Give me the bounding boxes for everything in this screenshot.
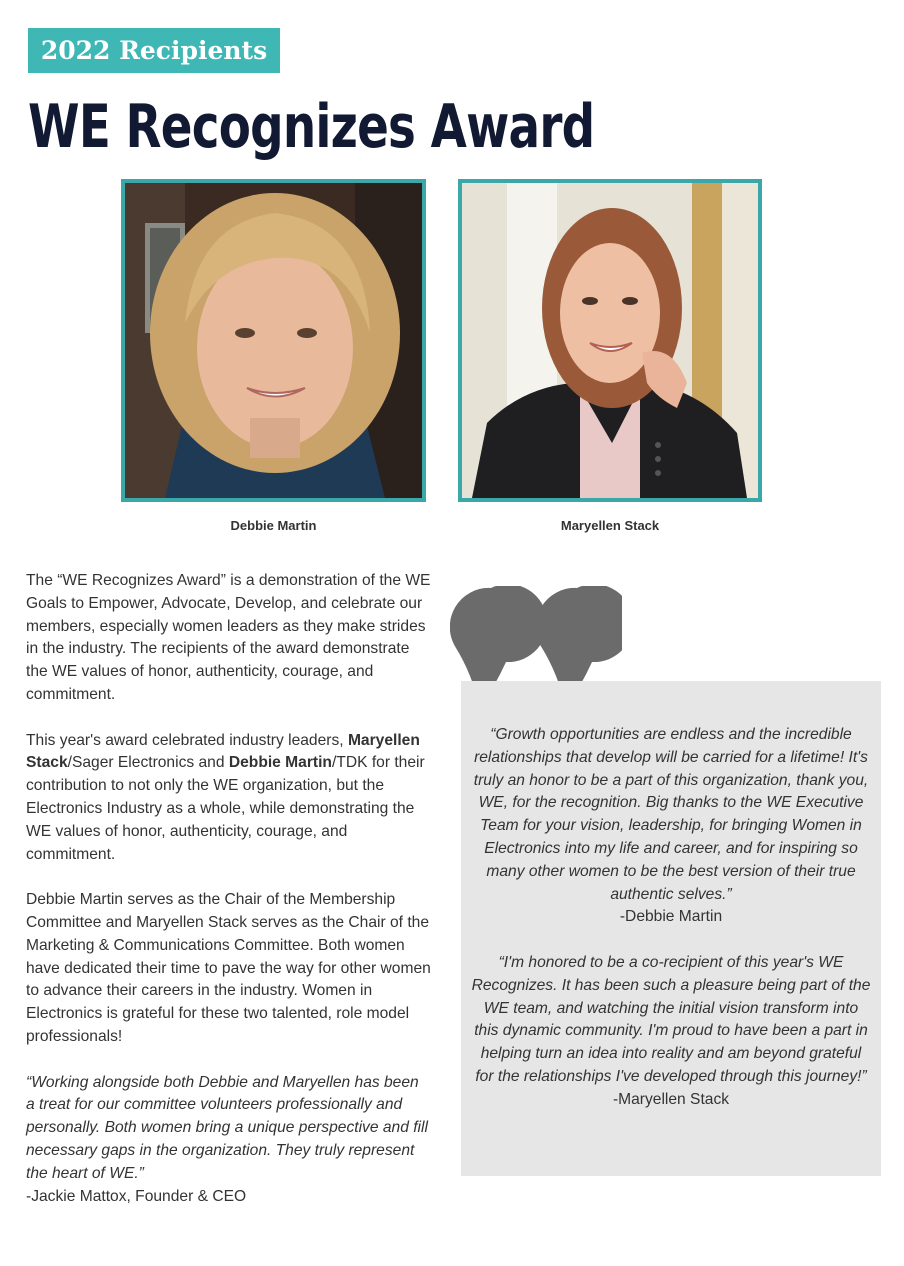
portrait-image (125, 183, 422, 498)
portrait-image (462, 183, 758, 498)
founder-attribution: -Jackie Mattox, Founder & CEO (26, 1187, 247, 1205)
founder-quote: “Working alongside both Debbie and Maryellen has been a treat for our committee volunteers professionally and personally. Both women bring a unique perspective and fill necessary gaps in the organization. They truly represent the heart of WE.” (26, 1073, 428, 1182)
photo-debbie-martin (121, 179, 426, 502)
photo-maryellen-stack (458, 179, 762, 502)
testimonial-quote-debbie: “Growth opportunities are endless and the incredible relationships that develop will be carried for a lifetime! It's truly an honor to be a part of this organization, thank you, WE, for the recognition. Big thanks to the WE Executive Team for your vision, leadership, for bringing Women in Electronics into my life and career, and for inspiring so many other women to be the best version of their true authentic selves.” (473, 726, 869, 903)
roles-paragraph: Debbie Martin serves as the Chair of the Membership Committee and Maryellen Stack serves as the Chair of the Marketing & Communications Committee. Both women have dedicated their time to pave the way for other women to advance their careers in the industry. Women in Electronics is grateful for these two talented, role model professionals! (26, 891, 431, 1045)
intro-paragraph: The “WE Recognizes Award” is a demonstration of the WE Goals to Empower, Advocate, Develop, and celebrate our members, especially women leaders as they make strides in the industry. The recipients of the award demonstrate the WE values of honor, authenticity, courage, and commitment. (26, 572, 431, 703)
testimonial-quote-maryellen: “I'm honored to be a co-recipient of this year's WE Recognizes. It has been such a pleasure being part of the WE team, and watching the initial vision transform into this dynamic community. I'm proud to have been a part in helping turn an idea into reality and am beyond grateful for the relationships I've developed through this journey!” (471, 953, 871, 1085)
recipients-paragraph: This year's award celebrated industry leaders, Maryellen Stack/Sager Electronics and Debbie Martin/TDK for their contribution to not only the WE organization, but the Electronics Industry as a whole, while demonstrating the WE values of honor, authenticity, courage, and commitment. (26, 731, 425, 863)
page-title: WE Recognizes Award (28, 92, 595, 162)
testimonial-attribution-debbie: -Debbie Martin (619, 908, 723, 926)
recipients-year-tag: 2022 Recipients (28, 28, 280, 73)
photo-caption-debbie: Debbie Martin (230, 518, 317, 533)
article-body (26, 570, 431, 1208)
testimonials (470, 724, 872, 1112)
photo-caption-maryellen: Maryellen Stack (560, 518, 660, 533)
testimonial-attribution-maryellen: -Maryellen Stack (612, 1090, 730, 1108)
